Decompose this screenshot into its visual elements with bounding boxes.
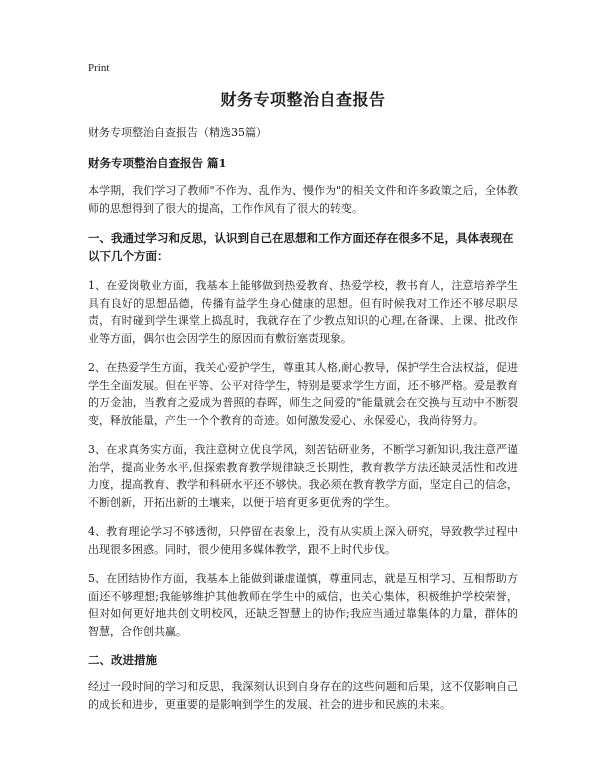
document-title: 财务专项整治自查报告 xyxy=(220,90,386,109)
point-paragraph: 3、在求真务实方面，我注意树立优良学风，刻苦钻研业务，不断学习新知识,我注意严谨治学，提高业务水平,但探索教育教学规律缺乏长期性，教育教学方法还缺灵活性和改进力度，提高教育、教学和科研水平还不够快。我必须在教育教学方面，坚定自己的信念，不断创新，开拓出新的土壤来，以便于培育更多更优秀的学生。 xyxy=(88,443,518,509)
document-page xyxy=(88,62,518,725)
point-paragraph: 5、在团结协作方面，我基本上能做到谦虚谨慎，尊重同志，就是互相学习、互相帮助方面还不够理想;我能够维护其他教师在学生中的威信，也关心集体，积极维护学校荣誉，但对如何更好地共创文明校风，还缺乏智慧上的协作;我应当通过靠集体的力量，群体的智慧，合作创共赢。 xyxy=(88,572,519,638)
point-paragraph: 4、教育理论学习不够透彻，只停留在表象上，没有从实质上深入研究，导致教学过程中出现很多困惑。同时，很少使用多媒体教学，跟不上时代步伐。 xyxy=(88,525,518,556)
print-label: Print xyxy=(88,62,110,74)
article-heading: 财务专项整治自查报告 篇1 xyxy=(88,156,227,170)
point-paragraph: 2、在热爱学生方面，我关心爱护学生，尊重其人格,耐心教导，保护学生合法权益，促进学生全面发展。但在平等、公平对待学生，特别是要求学生方面，还不够严格。爱是教育的万金油，当教育之爱成为普照的春晖，师生之间爱的"能量就会在交换与互动中不断裂变，释放能量，产生一个个教育的奇迹。如何激发爱心、永保爱心，我尚待努力。 xyxy=(88,361,518,427)
section-two-heading: 二、改进措施 xyxy=(88,653,157,667)
intro-paragraph: 本学期，我们学习了教师"不作为、乱作为、慢作为"的相关文件和许多政策之后，全体教师的思想得到了很大的提高，工作作风有了很大的转变。 xyxy=(88,184,518,215)
document-subtitle: 财务专项整治自查报告（精选35篇） xyxy=(88,126,267,139)
closing-paragraph: 经过一段时间的学习和反思，我深刻认识到自身存在的这些问题和后果，这不仅影响自己的成长和进步，更重要的是影响到学生的发展、社会的进步和民族的未来。 xyxy=(88,680,518,711)
point-paragraph: 1、在爱岗敬业方面，我基本上能够做到热爱教育、热爱学校，教书育人，注意培养学生具有良好的思想品德，传播有益学生身心健康的思想。但有时候我对工作还不够尽职尽责，有时碰到学生课堂上捣乱时，我就存在了少教点知识的心理,在备课、上课、批改作业等方面，偶尔也会因学生的原因而有敷衍塞责现象。 xyxy=(88,279,518,345)
section-one-heading: 一、我通过学习和反思，认识到自己在思想和工作方面还存在很多不足，具体表现在以下几个方面： xyxy=(88,231,514,263)
